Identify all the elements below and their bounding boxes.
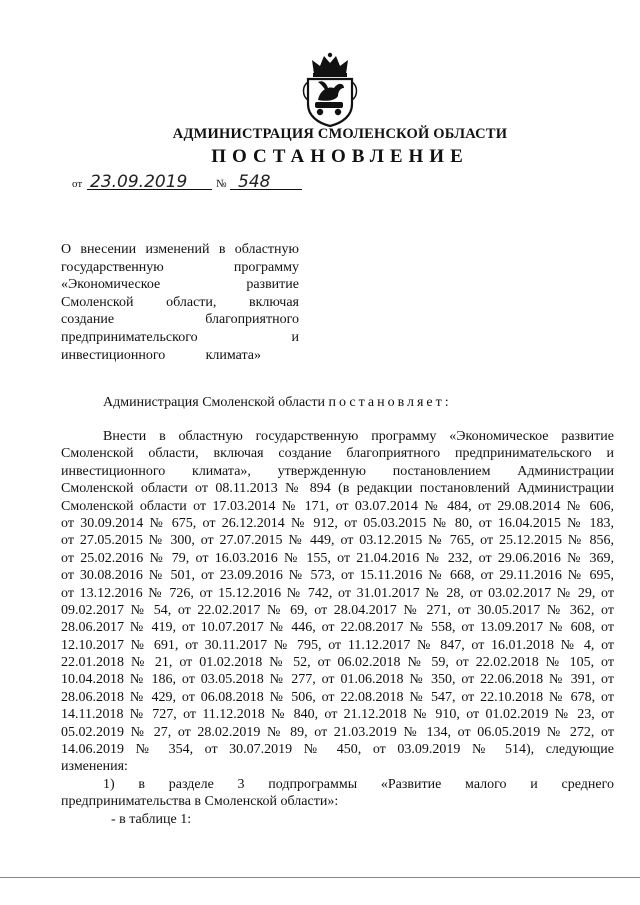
body-line: 28.06.2018 № 429, от 06.08.2018 № 506, от 22.08.2018 № 547, от 22.10.2018 № 678, от bbox=[61, 689, 614, 705]
body-line: 05.02.2019 № 27, от 28.02.2019 № 89, от 21.03.2019 № 134, от 06.05.2019 № 272, от bbox=[61, 724, 614, 740]
document-type-title: ПОСТАНОВЛЕНИЕ bbox=[211, 146, 469, 167]
subject-line: Смоленской области, включая bbox=[61, 294, 299, 310]
body-line: Смоленской области, включая создание благоприятного предпринимательского и bbox=[61, 446, 614, 462]
document-body bbox=[61, 428, 614, 828]
body-line: изменения: bbox=[61, 759, 128, 775]
organization-title: АДМИНИСТРАЦИЯ СМОЛЕНСКОЙ ОБЛАСТИ bbox=[172, 126, 508, 142]
subject-line: О внесении изменений в областную bbox=[61, 242, 299, 257]
body-line: от 27.05.2015 № 300, от 27.07.2015 № 449, от 03.12.2015 № 765, от 25.12.2015 № 856, bbox=[61, 533, 614, 549]
body-line: Внести в областную государственную программу «Экономическое развитие bbox=[103, 429, 614, 444]
date-value: 23.09.2019 bbox=[90, 172, 188, 192]
coat-of-arms-emblem bbox=[298, 52, 362, 128]
subject-line: инвестиционного климата» bbox=[61, 347, 261, 363]
resolution-line bbox=[103, 395, 452, 411]
subject-line: предпринимательского и bbox=[61, 329, 299, 345]
subject-line: «Экономическое развитие bbox=[61, 277, 299, 293]
body-line: 12.10.2017 № 691, от 30.11.2017 № 795, от 11.12.2017 № 847, от 16.01.2018 № 4, от bbox=[61, 637, 614, 653]
body-line: Смоленской области от 08.11.2013 № 894 (в редакции постановлений Администрации bbox=[61, 481, 614, 497]
body-line: от 25.02.2016 № 79, от 16.03.2016 № 155, от 21.04.2016 № 232, от 29.06.2016 № 369, bbox=[61, 550, 614, 566]
body-line: 28.06.2017 № 419, от 10.07.2017 № 446, от 22.08.2017 № 558, от 13.09.2017 № 608, от bbox=[61, 620, 614, 636]
body-line: от 13.12.2016 № 726, от 15.12.2016 № 742, от 31.01.2017 № 28, от 03.02.2017 № 29, от bbox=[61, 585, 614, 601]
body-line: - в таблице 1: bbox=[111, 811, 192, 827]
date-number-line bbox=[72, 172, 472, 194]
body-line: от 30.09.2014 № 675, от 26.12.2014 № 912, от 05.03.2015 № 80, от 16.04.2015 № 183, bbox=[61, 515, 614, 531]
date-label: от bbox=[72, 178, 83, 190]
body-line: от 30.08.2016 № 501, от 23.09.2016 № 573, от 15.11.2016 № 668, от 29.11.2016 № 695, bbox=[61, 568, 614, 584]
body-line: инвестиционного климата», утвержденную постановлением Администрации bbox=[61, 463, 614, 479]
body-line: 10.04.2018 № 186, от 03.05.2018 № 277, от 01.06.2018 № 350, от 22.06.2018 № 391, от bbox=[61, 672, 614, 688]
body-line: 14.06.2019 № 354, от 30.07.2019 № 450, от 03.09.2019 № 514), следующие bbox=[61, 742, 614, 758]
body-line: 22.01.2018 № 21, от 01.02.2018 № 52, от 06.02.2018 № 59, от 22.02.2018 № 105, от bbox=[61, 655, 614, 671]
resolution-verb: постановляет: bbox=[328, 395, 452, 410]
body-line: 09.02.2017 № 54, от 22.02.2017 № 69, от 28.04.2017 № 271, от 30.05.2017 № 362, от bbox=[61, 602, 614, 618]
page-bottom-edge bbox=[0, 877, 640, 878]
subject-line: создание благоприятного bbox=[61, 312, 299, 328]
subject-line: государственную программу bbox=[61, 259, 299, 275]
number-value: 548 bbox=[238, 172, 271, 192]
body-line: предпринимательства в Смоленской области»: bbox=[61, 794, 339, 810]
body-line: 14.11.2018 № 727, от 11.12.2018 № 840, от 21.12.2018 № 910, от 01.02.2019 № 23, от bbox=[61, 707, 614, 723]
body-line: Смоленской области от 17.03.2014 № 171, от 03.07.2014 № 484, от 29.08.2014 № 606, bbox=[61, 498, 614, 514]
document-subject bbox=[61, 241, 299, 364]
number-label: № bbox=[216, 178, 227, 190]
body-line: 1) в разделе 3 подпрограммы «Развитие малого и среднего bbox=[103, 776, 614, 792]
resolution-prefix: Администрация Смоленской области bbox=[103, 395, 326, 410]
